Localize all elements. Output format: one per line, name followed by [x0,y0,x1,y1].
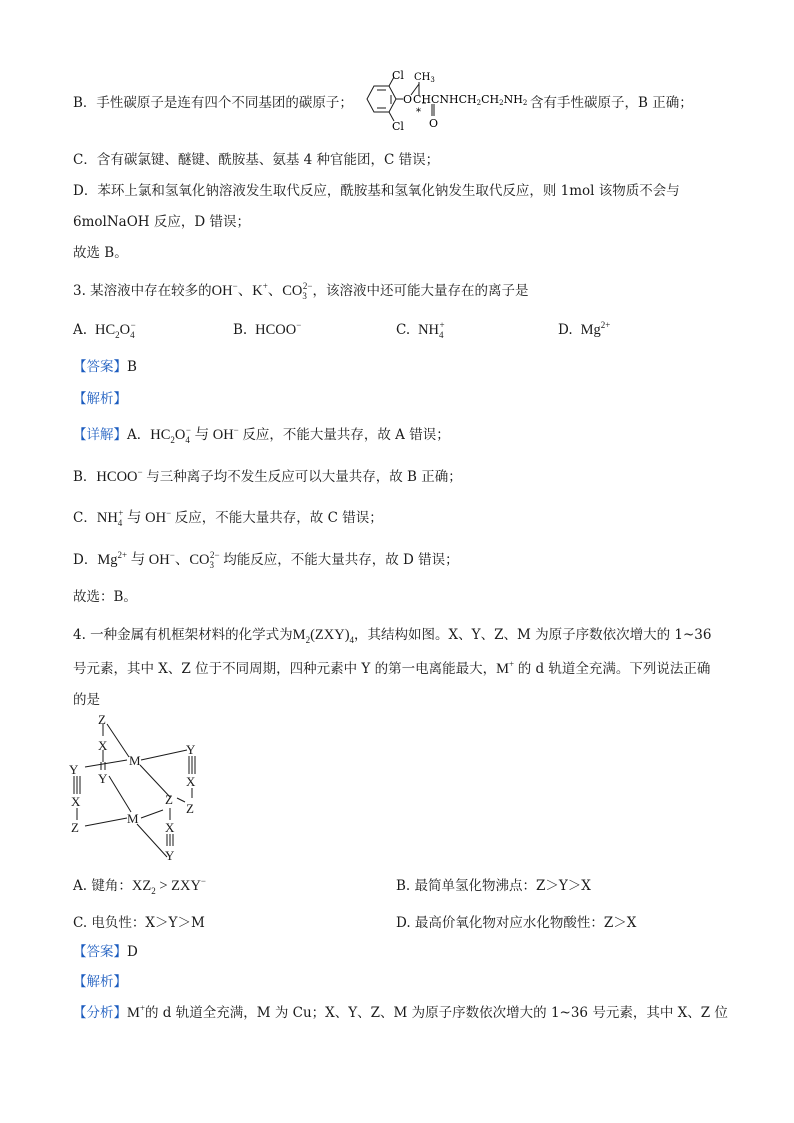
q3-answer-tag: 【答案】 [73,359,127,375]
q3-option-c[interactable] [396,322,445,339]
diagram-y-4: Y [165,848,175,862]
struct-chain: CHCNHCH2CH2NH2 [413,93,528,107]
struct-carbonyl-o: O [429,117,439,130]
q3-d-exp-tail: 均能反应，不能大量共存，故 D 错误； [223,552,459,568]
diagram-z-4: Z [165,792,173,807]
q4-option-d[interactable]: D. 最高价氧化物对应水化物酸性：Z＞X [396,915,637,931]
diagram-x-3: X [71,794,81,809]
struct-ch3: $CH_3$ [414,72,435,84]
q4-stem-2-suffix: 的 d 轨道全充满。下列说法正确 [517,661,711,677]
diagram-m-2: M [127,811,139,826]
q3-ions: OH−、K+、$CO_3^{2-}$ [211,281,313,301]
q3-c-exp-tail: 反应，不能大量共存，故 C 错误； [174,510,383,526]
q4-option-a[interactable] [73,874,206,895]
q3-option-d-formula: $Mg^{2+}$ [576,320,611,338]
q4-answer [73,943,138,961]
q3-c-exp-formula: $NH_4^+$ 与 OH− [96,508,172,528]
q3-option-a-letter: A. [73,322,88,338]
diagram-y-1: Y [98,771,108,786]
q4-fenxi-tag: 【分析】 [73,1005,127,1021]
q4-stem-1 [73,626,711,644]
q3-b-exp-tail: 与三种离子均不发生反应可以大量共存，故 B 正确； [146,469,462,485]
q3-detail-d [73,551,459,569]
q3-a-exp-tail: 反应，不能大量共存，故 A 错误； [242,427,450,443]
q3-option-a-formula: $HC_2O_4^-$ [91,320,136,340]
q3-detail-b [73,468,462,486]
q3-option-c-letter: C. [396,322,411,338]
diagram-z-1: Z [98,712,106,727]
framework-structure-diagram [65,712,205,862]
option-d-explanation-1: D．苯环上氯和氢氧化钠溶液发生取代反应，酰胺基和氢氧化钠发生取代反应，则 1mol 该物质不会与 [73,183,680,199]
q3-stem [73,282,529,300]
q3-stem-suffix: ，该溶液中还可能大量存在的离子是 [312,283,529,299]
q3-b-exp-formula: HCOO− [96,467,143,485]
q4-fenxi [73,1004,728,1022]
struct-chiral-mark: * [416,107,421,118]
diagram-y-2: Y [186,742,196,757]
q3-answer-value: B [127,359,137,375]
q3-analysis-tag [73,390,127,408]
q3-d-exp-prefix: D． [73,552,98,568]
q4-stem-1-prefix: 4. 一种金属有机框架材料的化学式为 [73,627,293,643]
q4-stem-1-suffix: ，其结构如图。X、Y、Z、M 为原子序数依次增大的 1~36 [354,627,712,643]
q4-answer-value: D [127,944,138,960]
q4-option-a-label: A. 键角： [73,878,132,894]
struct-cl-top: Cl [392,69,404,82]
q4-stem-2 [73,660,710,678]
q3-c-exp-prefix: C． [73,510,97,526]
q3-conclusion: 故选：B。 [73,589,137,605]
q3-option-a[interactable] [73,322,136,339]
q3-detail-a [73,426,450,444]
chemical-structure [352,66,528,132]
q3-option-b-formula: HCOO− [251,320,302,338]
choose-b: 故选 B。 [73,245,128,261]
diagram-x-4: X [165,820,175,835]
diagram-z-3: Z [71,820,79,835]
q3-option-b[interactable] [233,322,301,339]
q3-option-b-letter: B. [233,322,248,338]
q4-fenxi-text: 的 d 轨道全充满，M 为 Cu；X、Y、Z、M 为原子序数依次增大的 1~36 号元素，其中 X、Z 位 [144,1005,728,1021]
q4-option-a-formula: $XZ_2 > ZXY^-$ [131,876,206,896]
option-b-intro: B．手性碳原子是连有四个不同基团的碳原子； [73,95,353,111]
q4-stem-2-prefix: 号元素，其中 X、Z 位于不同周期，四种元素中 Y 的第一电离能最大， [73,661,497,677]
diagram-y-3: Y [69,762,79,777]
q4-fenxi-ion: M+ [127,1003,145,1021]
q4-stem-3: 的是 [73,692,100,708]
q4-formula: $M_2(ZXY)_4$ [292,627,355,645]
q4-analysis [73,973,127,991]
q3-d-exp-formula: $Mg^{2+}$ 与 OH−、$CO_3^{2-}$ [97,550,220,570]
q3-a-exp-prefix: A． [127,427,151,443]
q3-answer [73,358,137,376]
q4-analysis-label: 【解析】 [73,974,127,990]
q3-a-exp-formula: $HC_2O_4^-$ 与 OH− [150,425,239,445]
q3-analysis-label: 【解析】 [73,391,127,407]
option-b-outro: 含有手性碳原子，B 正确； [530,95,693,111]
struct-cl-bottom: Cl [392,120,404,132]
diagram-z-2: Z [186,801,194,816]
q3-b-exp-prefix: B． [73,469,97,485]
diagram-x-2: X [186,774,196,789]
q3-detail-c [73,509,383,527]
diagram-x-1: X [98,738,108,753]
q3-stem-prefix: 3. 某溶液中存在较多的 [73,283,212,299]
q4-option-b[interactable]: B. 最简单氢化物沸点：Z＞Y＞X [396,878,591,894]
option-b-explanation [73,94,353,112]
q4-answer-tag: 【答案】 [73,944,127,960]
diagram-m-1: M [129,753,141,768]
option-d-explanation-2: 6molNaOH 反应，D 错误； [73,214,250,230]
struct-o: O [403,93,413,106]
q3-option-d-letter: D. [558,322,573,338]
option-c-explanation: C．含有碳氯键、醚键、酰胺基、氨基 4 种官能团，C 错误； [73,152,440,168]
q3-detail-tag: 【详解】 [73,427,127,443]
q3-option-d[interactable] [558,322,610,339]
q4-m-ion: M+ [496,659,515,677]
q4-option-c[interactable]: C. 电负性：X＞Y＞M [73,915,205,931]
q3-option-c-formula: $NH_4^+$ [414,320,445,340]
